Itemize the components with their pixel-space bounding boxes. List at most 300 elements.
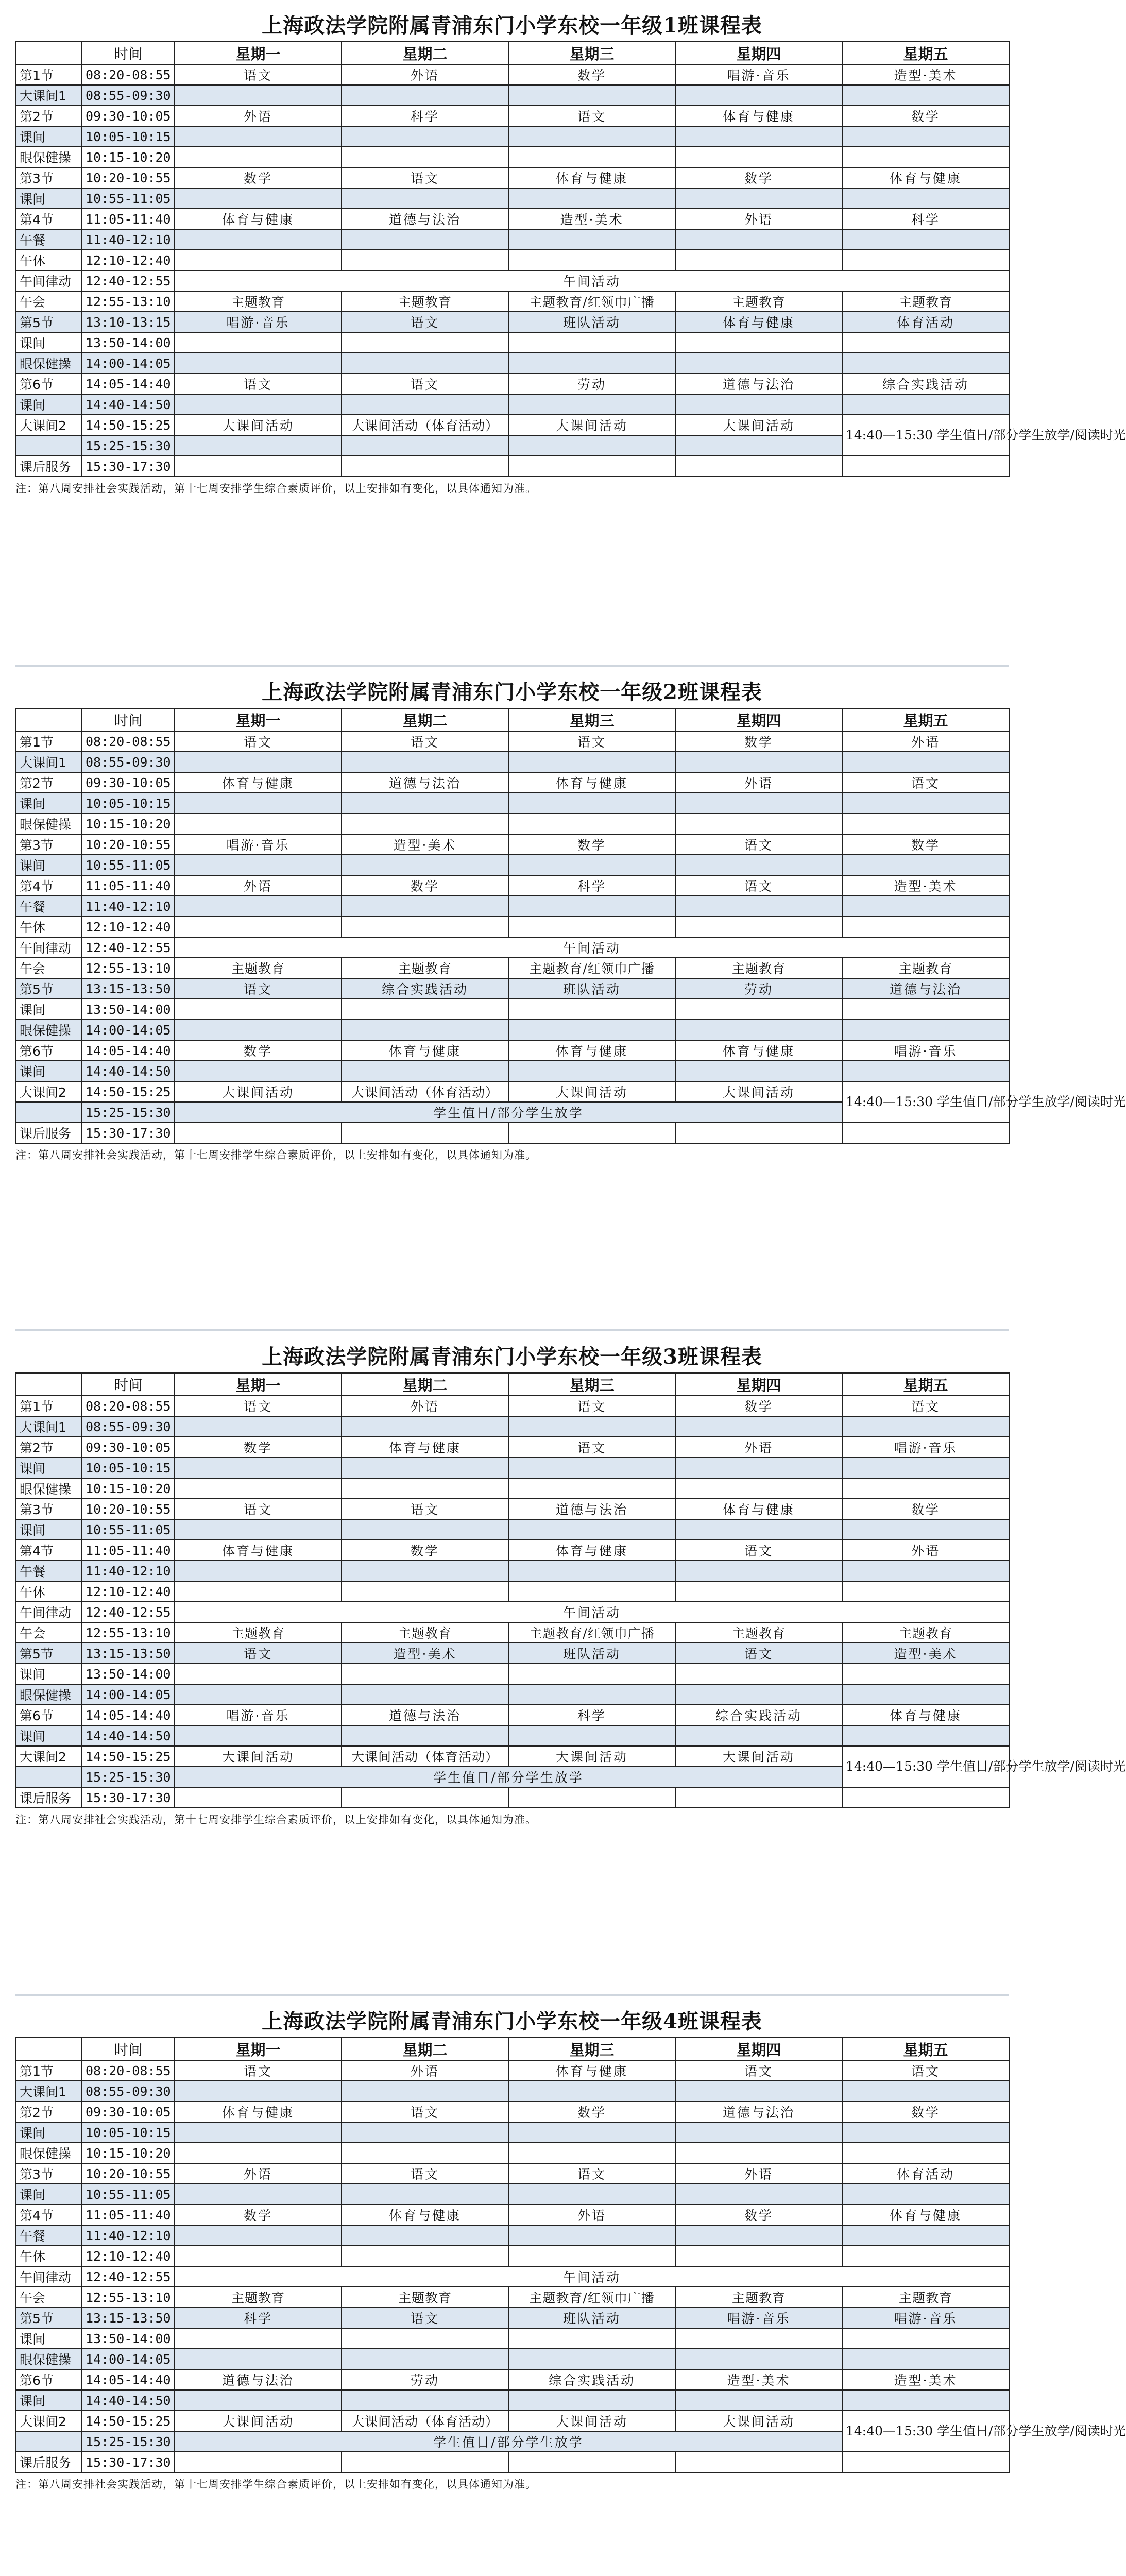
schedule-row xyxy=(16,1746,1009,1767)
subject-cell xyxy=(342,1061,508,1081)
schedule-row xyxy=(16,2205,1009,2225)
subject-cell xyxy=(175,2328,342,2349)
period-label: 课间 xyxy=(16,2184,82,2205)
activity-cell: 大课间活动（体育活动） xyxy=(342,2411,508,2431)
time-range: 15:25-15:30 xyxy=(82,2431,175,2452)
schedule-row xyxy=(16,188,1009,209)
time-range: 11:40-12:10 xyxy=(82,2225,175,2246)
subject-cell: 唱游·音乐 xyxy=(175,834,342,855)
time-range: 10:15-10:20 xyxy=(82,147,175,167)
subject-cell xyxy=(675,2246,842,2266)
subject-cell xyxy=(675,394,842,415)
schedule-row xyxy=(16,1081,1009,1102)
subject-cell xyxy=(842,1561,1009,1581)
subject-cell: 体育与健康 xyxy=(175,209,342,229)
subject-cell: 体育与健康 xyxy=(508,167,675,188)
schedule-row xyxy=(16,1664,1009,1684)
schedule-row xyxy=(16,2328,1009,2349)
activity-cell: 大课间活动 xyxy=(175,1746,342,1767)
subject-cell xyxy=(675,2081,842,2102)
footnote: 注：第八周安排社会实践活动，第十七周安排学生综合素质评价，以上安排如有变化，以具体通知为准。 xyxy=(15,2478,537,2490)
subject-cell: 造型·美术 xyxy=(842,2369,1009,2390)
assembly-cell: 主题教育 xyxy=(342,2287,508,2308)
subject-cell xyxy=(508,1061,675,1081)
subject-cell xyxy=(675,917,842,937)
subject-cell xyxy=(842,126,1009,147)
subject-cell: 数学 xyxy=(508,834,675,855)
schedule-row xyxy=(16,896,1009,917)
time-range: 12:40-12:55 xyxy=(82,270,175,291)
subject-cell xyxy=(508,1787,675,1808)
subject-cell: 体育与健康 xyxy=(675,1040,842,1061)
subject-cell: 外语 xyxy=(342,2060,508,2081)
schedule-row xyxy=(16,1622,1009,1643)
period-label: 午休 xyxy=(16,1581,82,1602)
subject-cell xyxy=(175,1458,342,1478)
subject-cell xyxy=(842,1725,1009,1746)
assembly-cell: 主题教育/红领巾广播 xyxy=(508,2287,675,2308)
subject-cell: 综合实践活动 xyxy=(508,2369,675,2390)
subject-cell xyxy=(842,147,1009,167)
time-range: 14:40-14:50 xyxy=(82,1061,175,1081)
schedule-row xyxy=(16,353,1009,374)
assembly-cell: 主题教育 xyxy=(842,1622,1009,1643)
activity-cell: 大课间活动 xyxy=(675,1081,842,1102)
subject-cell xyxy=(675,2349,842,2369)
subject-cell: 语文 xyxy=(342,374,508,394)
subject-cell xyxy=(175,394,342,415)
period-label: 课间 xyxy=(16,1458,82,1478)
period-label: 第1节 xyxy=(16,731,82,752)
subject-cell xyxy=(508,999,675,1020)
time-range: 15:25-15:30 xyxy=(82,1102,175,1123)
header-time: 时间 xyxy=(82,42,175,64)
schedule-row xyxy=(16,1643,1009,1664)
period-label: 课间 xyxy=(16,1519,82,1540)
subject-cell xyxy=(342,1664,508,1684)
activity-cell: 大课间活动 xyxy=(508,1746,675,1767)
subject-cell xyxy=(842,855,1009,875)
subject-cell: 道德与法治 xyxy=(342,1705,508,1725)
subject-cell xyxy=(342,814,508,834)
subject-cell: 数学 xyxy=(675,1396,842,1416)
activity-cell: 大课间活动 xyxy=(675,415,842,435)
time-range: 12:10-12:40 xyxy=(82,250,175,270)
subject-cell: 外语 xyxy=(175,2163,342,2184)
subject-cell: 语文 xyxy=(508,1396,675,1416)
subject-cell xyxy=(342,917,508,937)
header-day: 星期二 xyxy=(342,2038,508,2060)
subject-cell: 外语 xyxy=(175,106,342,126)
period-label: 课间 xyxy=(16,2328,82,2349)
subject-cell xyxy=(675,2122,842,2143)
schedule-row xyxy=(16,415,1009,435)
header-blank xyxy=(16,1373,82,1396)
activity-cell: 大课间活动（体育活动） xyxy=(342,1081,508,1102)
subject-cell xyxy=(842,250,1009,270)
period-label: 眼保健操 xyxy=(16,2349,82,2369)
time-range: 15:30-17:30 xyxy=(82,2452,175,2472)
period-label: 第1节 xyxy=(16,1396,82,1416)
activity-cell: 大课间活动 xyxy=(508,415,675,435)
subject-cell xyxy=(675,1787,842,1808)
assembly-cell: 主题教育/红领巾广播 xyxy=(508,958,675,978)
subject-cell: 班队活动 xyxy=(508,1643,675,1664)
period-label: 课间 xyxy=(16,1725,82,1746)
class-schedule-4 xyxy=(15,1994,1126,2576)
subject-cell xyxy=(675,2225,842,2246)
time-range: 10:55-11:05 xyxy=(82,188,175,209)
period-label: 第1节 xyxy=(16,64,82,85)
subject-cell xyxy=(175,435,342,456)
subject-cell xyxy=(842,1581,1009,1602)
subject-cell xyxy=(842,394,1009,415)
subject-cell xyxy=(508,2184,675,2205)
subject-cell xyxy=(508,1020,675,1040)
subject-cell xyxy=(508,147,675,167)
schedule-row xyxy=(16,1705,1009,1725)
schedule-row xyxy=(16,270,1009,291)
schedule-row xyxy=(16,1123,1009,1143)
header-blank xyxy=(16,708,82,731)
subject-cell: 数学 xyxy=(675,2205,842,2225)
subject-cell xyxy=(842,2246,1009,2266)
subject-cell: 唱游·音乐 xyxy=(842,1437,1009,1458)
subject-cell xyxy=(675,229,842,250)
subject-cell: 语文 xyxy=(175,2060,342,2081)
subject-cell xyxy=(508,250,675,270)
subject-cell xyxy=(175,793,342,814)
subject-cell: 语文 xyxy=(342,1499,508,1519)
subject-cell: 语文 xyxy=(508,731,675,752)
subject-cell: 语文 xyxy=(675,2060,842,2081)
header-day: 星期四 xyxy=(675,2038,842,2060)
subject-cell xyxy=(675,2328,842,2349)
subject-cell: 语文 xyxy=(342,167,508,188)
subject-cell: 体育与健康 xyxy=(175,1540,342,1561)
time-range: 13:50-14:00 xyxy=(82,2328,175,2349)
time-range: 12:10-12:40 xyxy=(82,1581,175,1602)
subject-cell: 造型·美术 xyxy=(842,875,1009,896)
assembly-cell: 主题教育 xyxy=(842,291,1009,312)
subject-cell: 道德与法治 xyxy=(342,772,508,793)
schedule-row xyxy=(16,1396,1009,1416)
schedule-row xyxy=(16,772,1009,793)
subject-cell xyxy=(842,793,1009,814)
subject-cell: 语文 xyxy=(342,2102,508,2122)
period-label: 课间 xyxy=(16,188,82,209)
subject-cell: 语文 xyxy=(675,1643,842,1664)
time-range: 11:40-12:10 xyxy=(82,896,175,917)
subject-cell xyxy=(508,456,675,477)
period-label: 午休 xyxy=(16,917,82,937)
subject-cell xyxy=(342,752,508,772)
subject-cell xyxy=(842,1458,1009,1478)
subject-cell: 唱游·音乐 xyxy=(175,312,342,332)
subject-cell: 数学 xyxy=(675,731,842,752)
header-row xyxy=(16,708,1009,731)
merged-activity-cell: 午间活动 xyxy=(175,270,1009,291)
period-label: 第1节 xyxy=(16,2060,82,2081)
schedule-row xyxy=(16,2349,1009,2369)
period-label: 眼保健操 xyxy=(16,1020,82,1040)
time-range: 10:20-10:55 xyxy=(82,834,175,855)
time-range: 11:05-11:40 xyxy=(82,1540,175,1561)
subject-cell xyxy=(842,229,1009,250)
period-label: 午餐 xyxy=(16,896,82,917)
subject-cell xyxy=(842,2184,1009,2205)
subject-cell xyxy=(842,1416,1009,1437)
merged-activity-cell: 学生值日/部分学生放学 xyxy=(175,2431,842,2452)
period-label: 课间 xyxy=(16,2122,82,2143)
subject-cell xyxy=(508,1581,675,1602)
schedule-row xyxy=(16,1561,1009,1581)
period-label xyxy=(16,2431,82,2452)
time-range: 10:55-11:05 xyxy=(82,2184,175,2205)
period-label: 课后服务 xyxy=(16,2452,82,2472)
subject-cell xyxy=(508,394,675,415)
subject-cell xyxy=(342,435,508,456)
period-label: 第4节 xyxy=(16,875,82,896)
period-label: 大课间2 xyxy=(16,1746,82,1767)
time-range: 10:05-10:15 xyxy=(82,1458,175,1478)
subject-cell: 数学 xyxy=(842,2102,1009,2122)
schedule-row xyxy=(16,2122,1009,2143)
subject-cell: 科学 xyxy=(508,875,675,896)
subject-cell xyxy=(842,2452,1009,2472)
subject-cell xyxy=(342,2246,508,2266)
assembly-cell: 主题教育/红领巾广播 xyxy=(508,291,675,312)
time-range: 14:50-15:25 xyxy=(82,415,175,435)
schedule-row xyxy=(16,1478,1009,1499)
subject-cell xyxy=(342,229,508,250)
schedule-row xyxy=(16,1437,1009,1458)
schedule-row xyxy=(16,147,1009,167)
period-label: 眼保健操 xyxy=(16,2143,82,2163)
subject-cell xyxy=(508,2246,675,2266)
subject-cell: 唱游·音乐 xyxy=(675,64,842,85)
period-label: 课间 xyxy=(16,999,82,1020)
subject-cell xyxy=(508,2390,675,2411)
assembly-cell: 主题教育/红领巾广播 xyxy=(508,1622,675,1643)
subject-cell xyxy=(508,917,675,937)
period-label: 午餐 xyxy=(16,2225,82,2246)
subject-cell: 综合实践活动 xyxy=(675,1705,842,1725)
schedule-row xyxy=(16,752,1009,772)
subject-cell xyxy=(342,855,508,875)
subject-cell: 语文 xyxy=(842,1396,1009,1416)
subject-cell: 班队活动 xyxy=(508,978,675,999)
period-label: 大课间2 xyxy=(16,1081,82,1102)
merged-activity-cell: 午间活动 xyxy=(175,937,1009,958)
assembly-cell: 主题教育 xyxy=(842,2287,1009,2308)
schedule-row xyxy=(16,1020,1009,1040)
subject-cell: 造型·美术 xyxy=(842,64,1009,85)
schedule-row xyxy=(16,374,1009,394)
period-label: 大课间1 xyxy=(16,752,82,772)
subject-cell xyxy=(508,752,675,772)
period-label: 课后服务 xyxy=(16,1787,82,1808)
subject-cell: 造型·美术 xyxy=(342,1643,508,1664)
time-range: 12:40-12:55 xyxy=(82,937,175,958)
subject-cell: 语文 xyxy=(675,834,842,855)
subject-cell xyxy=(342,2184,508,2205)
subject-cell: 科学 xyxy=(508,1705,675,1725)
subject-cell xyxy=(842,1664,1009,1684)
header-day: 星期五 xyxy=(842,708,1009,731)
header-day: 星期三 xyxy=(508,42,675,64)
schedule-row xyxy=(16,1499,1009,1519)
subject-cell: 外语 xyxy=(675,209,842,229)
schedule-row xyxy=(16,2308,1009,2328)
subject-cell xyxy=(342,2452,508,2472)
time-range: 10:05-10:15 xyxy=(82,126,175,147)
subject-cell xyxy=(175,814,342,834)
subject-cell xyxy=(175,1123,342,1143)
schedule-row xyxy=(16,2102,1009,2122)
subject-cell xyxy=(175,353,342,374)
schedule-row xyxy=(16,999,1009,1020)
subject-cell xyxy=(842,1061,1009,1081)
subject-cell: 唱游·音乐 xyxy=(675,2308,842,2328)
period-label: 午间律动 xyxy=(16,937,82,958)
time-range: 08:20-08:55 xyxy=(82,731,175,752)
header-day: 星期三 xyxy=(508,708,675,731)
period-label: 第2节 xyxy=(16,106,82,126)
subject-cell: 语文 xyxy=(508,106,675,126)
subject-cell xyxy=(842,2349,1009,2369)
subject-cell: 体育与健康 xyxy=(675,106,842,126)
subject-cell xyxy=(675,1061,842,1081)
schedule-row xyxy=(16,312,1009,332)
subject-cell xyxy=(175,896,342,917)
header-day: 星期一 xyxy=(175,708,342,731)
subject-cell xyxy=(342,2225,508,2246)
activity-cell: 大课间活动 xyxy=(508,1081,675,1102)
header-day: 星期四 xyxy=(675,1373,842,1396)
subject-cell xyxy=(842,1787,1009,1808)
footnote: 注：第八周安排社会实践活动，第十七周安排学生综合素质评价，以上安排如有变化，以具体通知为准。 xyxy=(15,482,537,495)
subject-cell xyxy=(508,1664,675,1684)
subject-cell: 外语 xyxy=(175,875,342,896)
subject-cell: 体育与健康 xyxy=(842,1705,1009,1725)
subject-cell xyxy=(675,85,842,106)
subject-cell xyxy=(508,1519,675,1540)
subject-cell: 科学 xyxy=(842,209,1009,229)
period-label xyxy=(16,1767,82,1787)
time-range: 11:05-11:40 xyxy=(82,209,175,229)
subject-cell xyxy=(508,793,675,814)
subject-cell: 数学 xyxy=(175,167,342,188)
period-label: 第2节 xyxy=(16,2102,82,2122)
header-time: 时间 xyxy=(82,2038,175,2060)
time-range: 13:15-13:50 xyxy=(82,1643,175,1664)
time-range: 12:55-13:10 xyxy=(82,1622,175,1643)
subject-cell: 体育与健康 xyxy=(508,772,675,793)
period-label: 课间 xyxy=(16,126,82,147)
merged-activity-cell: 学生值日/部分学生放学 xyxy=(175,1767,842,1787)
subject-cell xyxy=(842,1123,1009,1143)
subject-cell xyxy=(842,1519,1009,1540)
schedule-row xyxy=(16,814,1009,834)
subject-cell xyxy=(675,2452,842,2472)
schedule-title: 上海政法学院附属青浦东门小学东校一年级3班课程表 xyxy=(262,1345,762,1369)
subject-cell xyxy=(342,2328,508,2349)
schedule-table xyxy=(15,708,1126,1144)
schedule-row xyxy=(16,167,1009,188)
schedule-row xyxy=(16,64,1009,85)
subject-cell xyxy=(175,332,342,353)
time-range: 09:30-10:05 xyxy=(82,1437,175,1458)
time-range: 14:50-15:25 xyxy=(82,1081,175,1102)
period-label: 课间 xyxy=(16,1664,82,1684)
subject-cell: 语文 xyxy=(508,1437,675,1458)
period-label: 午餐 xyxy=(16,229,82,250)
subject-cell xyxy=(508,229,675,250)
header-day: 星期五 xyxy=(842,1373,1009,1396)
time-range: 14:00-14:05 xyxy=(82,1684,175,1705)
schedule-row xyxy=(16,2184,1009,2205)
time-range: 09:30-10:05 xyxy=(82,106,175,126)
time-range: 13:15-13:50 xyxy=(82,978,175,999)
schedule-row xyxy=(16,1519,1009,1540)
period-label: 课间 xyxy=(16,394,82,415)
time-range: 09:30-10:05 xyxy=(82,772,175,793)
schedule-row xyxy=(16,1040,1009,1061)
subject-cell: 语文 xyxy=(842,772,1009,793)
subject-cell xyxy=(342,394,508,415)
period-label: 第3节 xyxy=(16,834,82,855)
subject-cell: 道德与法治 xyxy=(675,2102,842,2122)
subject-cell xyxy=(842,2328,1009,2349)
subject-cell xyxy=(675,250,842,270)
period-label: 第6节 xyxy=(16,1040,82,1061)
subject-cell xyxy=(675,353,842,374)
subject-cell xyxy=(342,1123,508,1143)
time-range: 10:05-10:15 xyxy=(82,793,175,814)
schedule-row xyxy=(16,2246,1009,2266)
assembly-cell: 主题教育 xyxy=(342,1622,508,1643)
footnote: 注：第八周安排社会实践活动，第十七周安排学生综合素质评价，以上安排如有变化，以具体通知为准。 xyxy=(15,1149,537,1161)
assembly-cell: 主题教育 xyxy=(675,291,842,312)
time-range: 12:55-13:10 xyxy=(82,958,175,978)
schedule-table xyxy=(15,1372,1126,1808)
header-row xyxy=(16,1373,1009,1396)
subject-cell xyxy=(508,1561,675,1581)
friday-note-cell: 14:40—15:30 学生值日/部分学生放学/阅读时光 xyxy=(842,415,1009,456)
period-label: 午休 xyxy=(16,250,82,270)
time-range: 08:55-09:30 xyxy=(82,85,175,106)
subject-cell xyxy=(175,2122,342,2143)
subject-cell: 数学 xyxy=(508,2102,675,2122)
subject-cell: 道德与法治 xyxy=(342,209,508,229)
period-label: 课间 xyxy=(16,855,82,875)
subject-cell xyxy=(508,1123,675,1143)
subject-cell: 班队活动 xyxy=(508,312,675,332)
subject-cell: 造型·美术 xyxy=(675,2369,842,2390)
time-range: 12:55-13:10 xyxy=(82,291,175,312)
subject-cell xyxy=(675,752,842,772)
subject-cell: 唱游·音乐 xyxy=(842,2308,1009,2328)
subject-cell xyxy=(175,147,342,167)
schedule-row xyxy=(16,2060,1009,2081)
schedule-row xyxy=(16,917,1009,937)
subject-cell xyxy=(342,147,508,167)
subject-cell: 体育与健康 xyxy=(842,2205,1009,2225)
period-label xyxy=(16,435,82,456)
header-day: 星期一 xyxy=(175,1373,342,1396)
header-day: 星期三 xyxy=(508,1373,675,1396)
